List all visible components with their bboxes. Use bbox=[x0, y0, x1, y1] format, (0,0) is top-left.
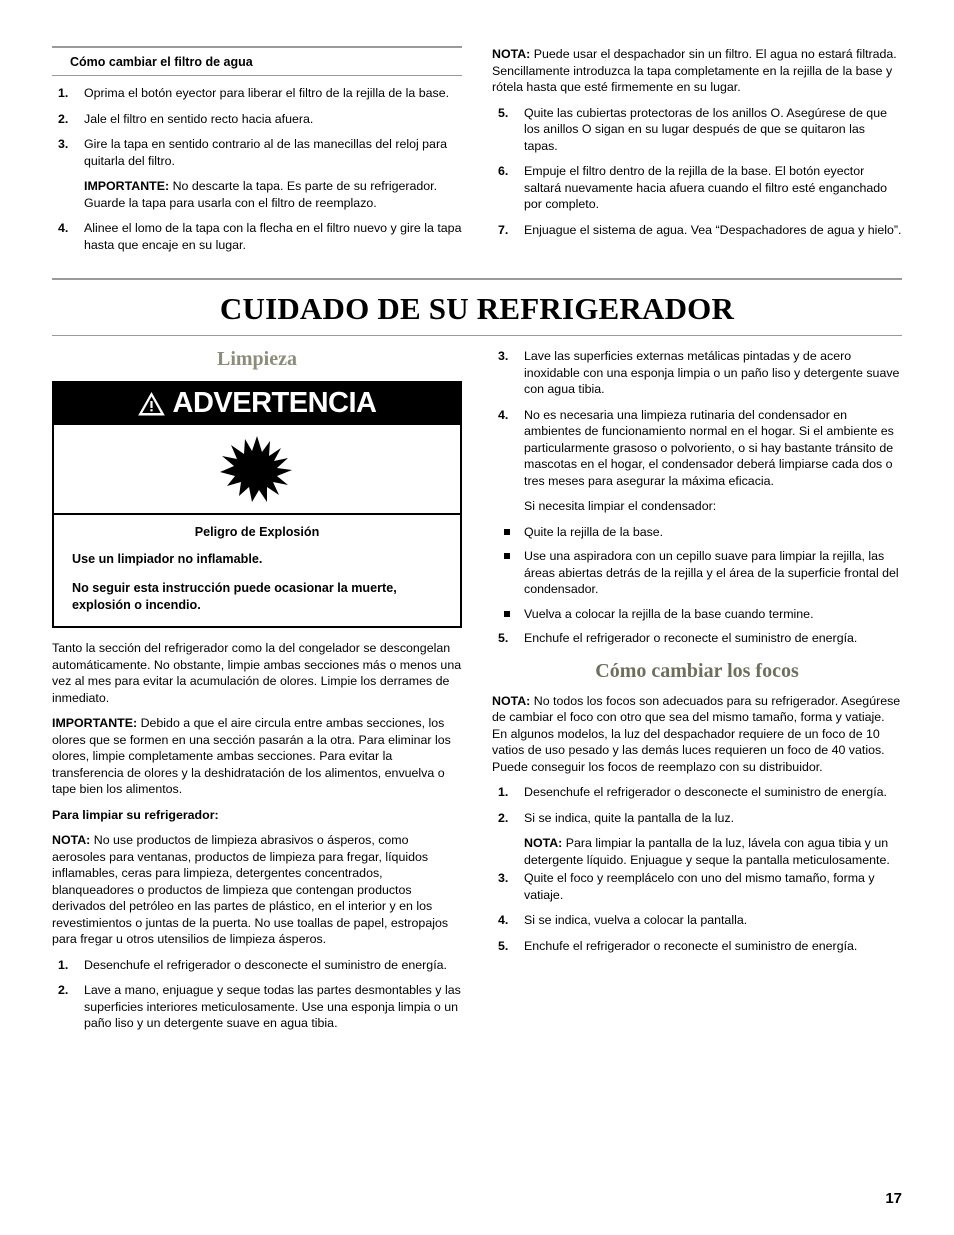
step-number: 4. bbox=[498, 407, 509, 422]
step-number: 2. bbox=[58, 111, 69, 126]
list-item bbox=[52, 957, 462, 974]
note-label: NOTA: bbox=[492, 47, 531, 61]
step-text: Si se indica, vuelva a colocar la pantalla. bbox=[524, 913, 748, 927]
step-text: Si se indica, quite la pantalla de la luz. bbox=[524, 810, 735, 825]
top-right-column bbox=[492, 46, 902, 262]
step-text: Lave las superficies externas metálicas pintadas y de acero inoxidable con una esponja limpia o un paño liso y detergente suave con agua tibia. bbox=[524, 349, 900, 396]
list-item bbox=[52, 136, 462, 169]
step-number: 7. bbox=[498, 222, 509, 237]
list-item bbox=[492, 630, 902, 647]
list-item bbox=[492, 407, 902, 490]
step-text: No es necesaria una limpieza rutinaria del condensador en ambientes de funcionamiento normal en el hogar. Si el ambiente es particularmente grasoso o polvoriento, o si hay bastante tránsito de mascotas en el hogar, el condensador deberá limpiarse cada dos o tres meses para asegurar la máxima eficacia. bbox=[524, 407, 894, 488]
square-bullet-icon bbox=[504, 553, 510, 559]
warning-line-1: Use un limpiador no inflamable. bbox=[72, 552, 263, 566]
list-item bbox=[492, 810, 902, 827]
step-text: Empuje el filtro dentro de la rejilla de la base. El botón eyector saltará nuevamente hacia afuera cuando el filtro esté enganchado por completo. bbox=[524, 164, 888, 211]
condenser-bullets bbox=[492, 524, 902, 623]
step-number: 2. bbox=[498, 810, 509, 825]
list-item bbox=[52, 111, 462, 128]
step-number: 4. bbox=[498, 913, 509, 927]
step-number: 1. bbox=[58, 86, 69, 100]
step-text: Enchufe el refrigerador o reconecte el suministro de energía. bbox=[524, 938, 858, 953]
warning-title: Peligro de Explosión bbox=[194, 525, 320, 539]
cleaning-step-final bbox=[492, 630, 902, 647]
step-number: 2. bbox=[58, 983, 69, 997]
list-item bbox=[52, 220, 462, 253]
cleaning-bulbs-column bbox=[492, 348, 902, 1041]
step-number: 3. bbox=[498, 871, 509, 885]
bulbs-steps-part1 bbox=[492, 784, 902, 826]
list-item bbox=[492, 524, 902, 541]
cleaning-note bbox=[52, 832, 462, 948]
note-text: No use productos de limpieza abrasivos o ásperos, como aerosoles para ventanas, productos de limpieza para fregar, líquidos inflamables, ceras para limpieza, detergentes concentrados, blanqueadores o productos de limpieza que contengan productos derivados del petróleo en las partes de plástico, en el interior y en los revestimientos o juntas de la puerta. No use toallas de papel, estropajos para fregar u otros utensilios de limpieza ásperos. bbox=[52, 833, 449, 946]
important-label: IMPORTANTE: bbox=[84, 179, 170, 193]
title-underline bbox=[52, 335, 902, 336]
list-item bbox=[492, 606, 902, 623]
step-text: Enjuague el sistema de agua. Vea “Despachadores de agua y hielo”. bbox=[524, 222, 902, 237]
step-number: 5. bbox=[498, 105, 509, 120]
page-title: CUIDADO DE SU REFRIGERADOR bbox=[219, 291, 735, 326]
list-item bbox=[492, 348, 902, 398]
note-label: NOTA: bbox=[524, 836, 563, 850]
step-text: Jale el filtro en sentido recto hacia afuera. bbox=[84, 111, 314, 126]
step-number: 1. bbox=[498, 785, 509, 799]
important-text: No descarte la tapa. Es parte de su refrigerador. Guarde la tapa para usarla con el filtro de reemplazo. bbox=[84, 179, 438, 210]
square-bullet-icon bbox=[504, 529, 510, 535]
note-text: Para limpiar la pantalla de la luz, lávela con agua tibia y un detergente líquido. Enjuague y seque la pantalla meticulosamente. bbox=[524, 836, 890, 867]
step-text: Enchufe el refrigerador o reconecte el suministro de energía. bbox=[524, 631, 858, 645]
cleaning-intro: Tanto la sección del refrigerador como la del congelador se descongelan automáticamente. No obstante, limpie ambas secciones más o menos una vez al mes para evitar la acumulación de olores. Limpie los derrames de inmediato. bbox=[52, 641, 462, 705]
condenser-intro: Si necesita limpiar el condensador: bbox=[524, 499, 717, 513]
water-filter-important bbox=[84, 178, 462, 211]
step-number: 5. bbox=[498, 938, 509, 953]
warning-line-2: No seguir esta instrucción puede ocasionar la muerte, explosión o incendio. bbox=[72, 581, 397, 612]
list-item bbox=[492, 222, 902, 239]
dispenser-note bbox=[492, 46, 902, 96]
step-text: Oprima el botón eyector para liberar el filtro de la rejilla de la base. bbox=[84, 86, 450, 100]
step-text: Desenchufe el refrigerador o desconecte el suministro de energía. bbox=[84, 957, 447, 972]
explosion-hazard-icon bbox=[54, 425, 460, 515]
note-label: NOTA: bbox=[52, 833, 91, 847]
list-item bbox=[52, 982, 462, 1032]
cleaning-column bbox=[52, 348, 462, 1041]
top-left-column bbox=[52, 46, 462, 262]
list-item bbox=[492, 938, 902, 955]
bullet-text: Vuelva a colocar la rejilla de la base cuando termine. bbox=[524, 606, 814, 621]
step-number: 5. bbox=[498, 631, 509, 645]
warning-word: ADVERTENCIA bbox=[172, 387, 377, 419]
step-number: 6. bbox=[498, 164, 509, 178]
list-item bbox=[492, 912, 902, 929]
bulbs-section-title: Cómo cambiar los focos bbox=[595, 659, 799, 682]
bulbs-steps-part2 bbox=[492, 870, 902, 954]
step-text: Lave a mano, enjuague y seque todas las partes desmontables y las superficies interiores meticulosamente. Use una esponja limpia o un paño liso y un detergente suave en agua tibia. bbox=[84, 983, 461, 1030]
chapter-divider bbox=[52, 278, 902, 280]
list-item bbox=[52, 85, 462, 102]
step-number: 3. bbox=[498, 349, 509, 363]
bullet-text: Use una aspiradora con un cepillo suave para limpiar la rejilla, las áreas abiertas detrás de la rejilla y el área de la superficie frontal del condensador. bbox=[524, 549, 899, 596]
step-number: 1. bbox=[58, 957, 69, 972]
warning-box bbox=[52, 381, 462, 628]
step-text: Quite el foco y reemplácelo con uno del mismo tamaño, forma y vatiaje. bbox=[524, 871, 875, 902]
cleaning-subheading: Para limpiar su refrigerador: bbox=[52, 807, 219, 822]
note-text: No todos los focos son adecuados para su refrigerador. Asegúrese de cambiar el foco con otro que sea del mismo tamaño, forma y vatiaje. En algunos modelos, la luz del despachador requiere de un foco de 10 vatios de uso pesado y las demás luces requieren un foco de 40 vatios. Puede conseguir los focos de reemplazo con su distribuidor. bbox=[492, 693, 901, 774]
bullet-text: Quite la rejilla de la base. bbox=[524, 524, 664, 539]
cleaning-steps-right bbox=[492, 348, 902, 489]
step-text: Desenchufe el refrigerador o desconecte el suministro de energía. bbox=[524, 785, 887, 799]
water-filter-steps-right bbox=[492, 105, 902, 239]
note-label: NOTA: bbox=[492, 693, 531, 708]
step-number: 4. bbox=[58, 221, 69, 235]
page-number: 17 bbox=[885, 1190, 902, 1207]
cleaning-section-title: Limpieza bbox=[217, 348, 297, 370]
list-item bbox=[492, 784, 902, 801]
list-item bbox=[492, 163, 902, 213]
step-text: Gire la tapa en sentido contrario al de las manecillas del reloj para quitarla del filtro. bbox=[84, 137, 447, 168]
bulbs-note bbox=[492, 693, 902, 776]
water-filter-steps bbox=[52, 85, 462, 169]
main-section bbox=[52, 348, 902, 1041]
important-text: Debido a que el aire circula entre ambas secciones, los olores que se formen en una sección pasarán a la otra. Para eliminar los olores, limpie completamente ambas secciones. Para evitar la transferencia de olores y la deshidratación de los alimentos, envuelva o tape bien los alimentos. bbox=[52, 716, 451, 796]
top-section bbox=[52, 46, 902, 262]
water-filter-heading: Cómo cambiar el filtro de agua bbox=[70, 55, 253, 69]
note-text: Puede usar el despachador sin un filtro. El agua no estará filtrada. Sencillamente introduzca la tapa completamente en la rejilla de la base y rótela hasta que esté firmemente en su lugar. bbox=[492, 47, 897, 94]
warning-header bbox=[54, 383, 460, 425]
water-filter-steps-cont bbox=[52, 220, 462, 253]
water-filter-heading-box bbox=[52, 46, 462, 76]
list-item bbox=[492, 105, 902, 155]
step-text: Alinee el lomo de la tapa con la flecha en el filtro nuevo y gire la tapa hasta que encaje en su lugar. bbox=[84, 221, 462, 252]
step-number: 3. bbox=[58, 137, 69, 151]
list-item bbox=[492, 870, 902, 903]
list-item bbox=[492, 548, 902, 598]
square-bullet-icon bbox=[504, 611, 510, 617]
cleaning-steps-left bbox=[52, 957, 462, 1032]
important-label: IMPORTANTE: bbox=[52, 716, 138, 730]
warning-triangle-icon bbox=[138, 392, 165, 416]
cleaning-important bbox=[52, 715, 462, 798]
warning-body bbox=[54, 515, 460, 626]
bulbs-inner-note bbox=[524, 835, 902, 868]
step-text: Quite las cubiertas protectoras de los anillos O. Asegúrese de que los anillos O sigan en su lugar después de que se quitaron las tapas. bbox=[524, 105, 887, 153]
